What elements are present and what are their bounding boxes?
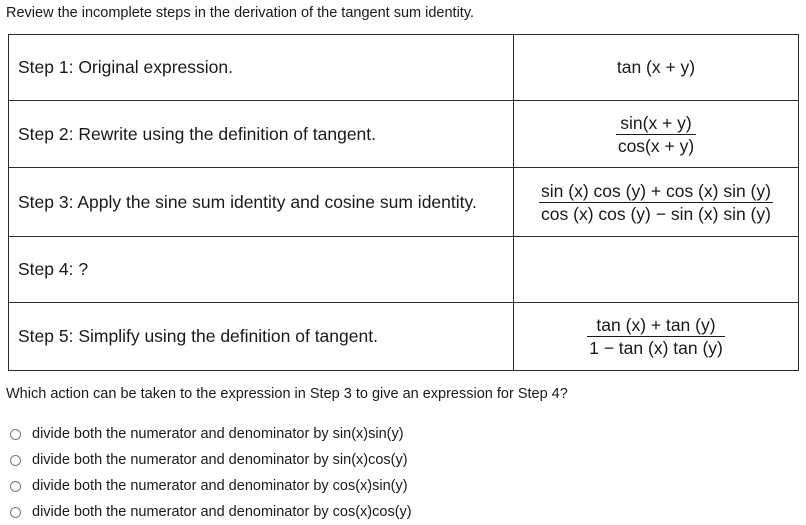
- prompt-text: Review the incomplete steps in the derivation of the tangent sum identity.: [6, 5, 475, 21]
- answer-option-4[interactable]: [10, 499, 412, 525]
- step-3-denominator: cos (x) cos (y) − sin (x) sin (y): [541, 203, 771, 224]
- step-3-fraction: [539, 180, 773, 225]
- step-3-expression: [514, 168, 799, 237]
- radio-button-icon[interactable]: [10, 481, 21, 492]
- table-row: [9, 101, 799, 168]
- step-5-fraction: [587, 314, 725, 359]
- table-row: [9, 168, 799, 237]
- step-5-numerator: tan (x) + tan (y): [587, 314, 725, 337]
- table-row: [9, 35, 799, 101]
- answer-options: [10, 421, 412, 525]
- step-2-denominator: cos(x + y): [617, 135, 695, 156]
- answer-option-label[interactable]: divide both the numerator and denominator by sin(x)sin(y): [32, 426, 404, 442]
- step-2-numerator: sin(x + y): [616, 112, 696, 135]
- answer-option-3[interactable]: [10, 473, 412, 499]
- radio-button-icon[interactable]: [10, 455, 21, 466]
- step-5-expression: [514, 303, 799, 371]
- answer-option-label[interactable]: divide both the numerator and denominator by sin(x)cos(y): [32, 452, 408, 468]
- step-3-label: Step 3: Apply the sine sum identity and cosine sum identity.: [9, 168, 514, 237]
- step-4-expression: [514, 237, 799, 303]
- step-2-label: Step 2: Rewrite using the definition of tangent.: [9, 101, 514, 168]
- question-text: Which action can be taken to the expression in Step 3 to give an expression for Step 4?: [6, 386, 568, 402]
- radio-button-icon[interactable]: [10, 429, 21, 440]
- step-1-expression: tan (x + y): [514, 35, 799, 101]
- step-1-label: Step 1: Original expression.: [9, 35, 514, 101]
- answer-option-1[interactable]: [10, 421, 412, 447]
- step-2-expression: [514, 101, 799, 168]
- table-row: [9, 303, 799, 371]
- table-row: [9, 237, 799, 303]
- step-5-label: Step 5: Simplify using the definition of tangent.: [9, 303, 514, 371]
- answer-option-label[interactable]: divide both the numerator and denominator by cos(x)sin(y): [32, 478, 408, 494]
- step-5-denominator: 1 − tan (x) tan (y): [589, 338, 723, 358]
- radio-button-icon[interactable]: [10, 507, 21, 518]
- step-3-numerator: sin (x) cos (y) + cos (x) sin (y): [541, 180, 771, 201]
- answer-option-2[interactable]: [10, 447, 412, 473]
- derivation-steps-table: [8, 34, 799, 371]
- step-2-fraction: [616, 112, 696, 157]
- step-4-label: Step 4: ?: [9, 237, 514, 303]
- answer-option-label[interactable]: divide both the numerator and denominator by cos(x)cos(y): [32, 504, 412, 520]
